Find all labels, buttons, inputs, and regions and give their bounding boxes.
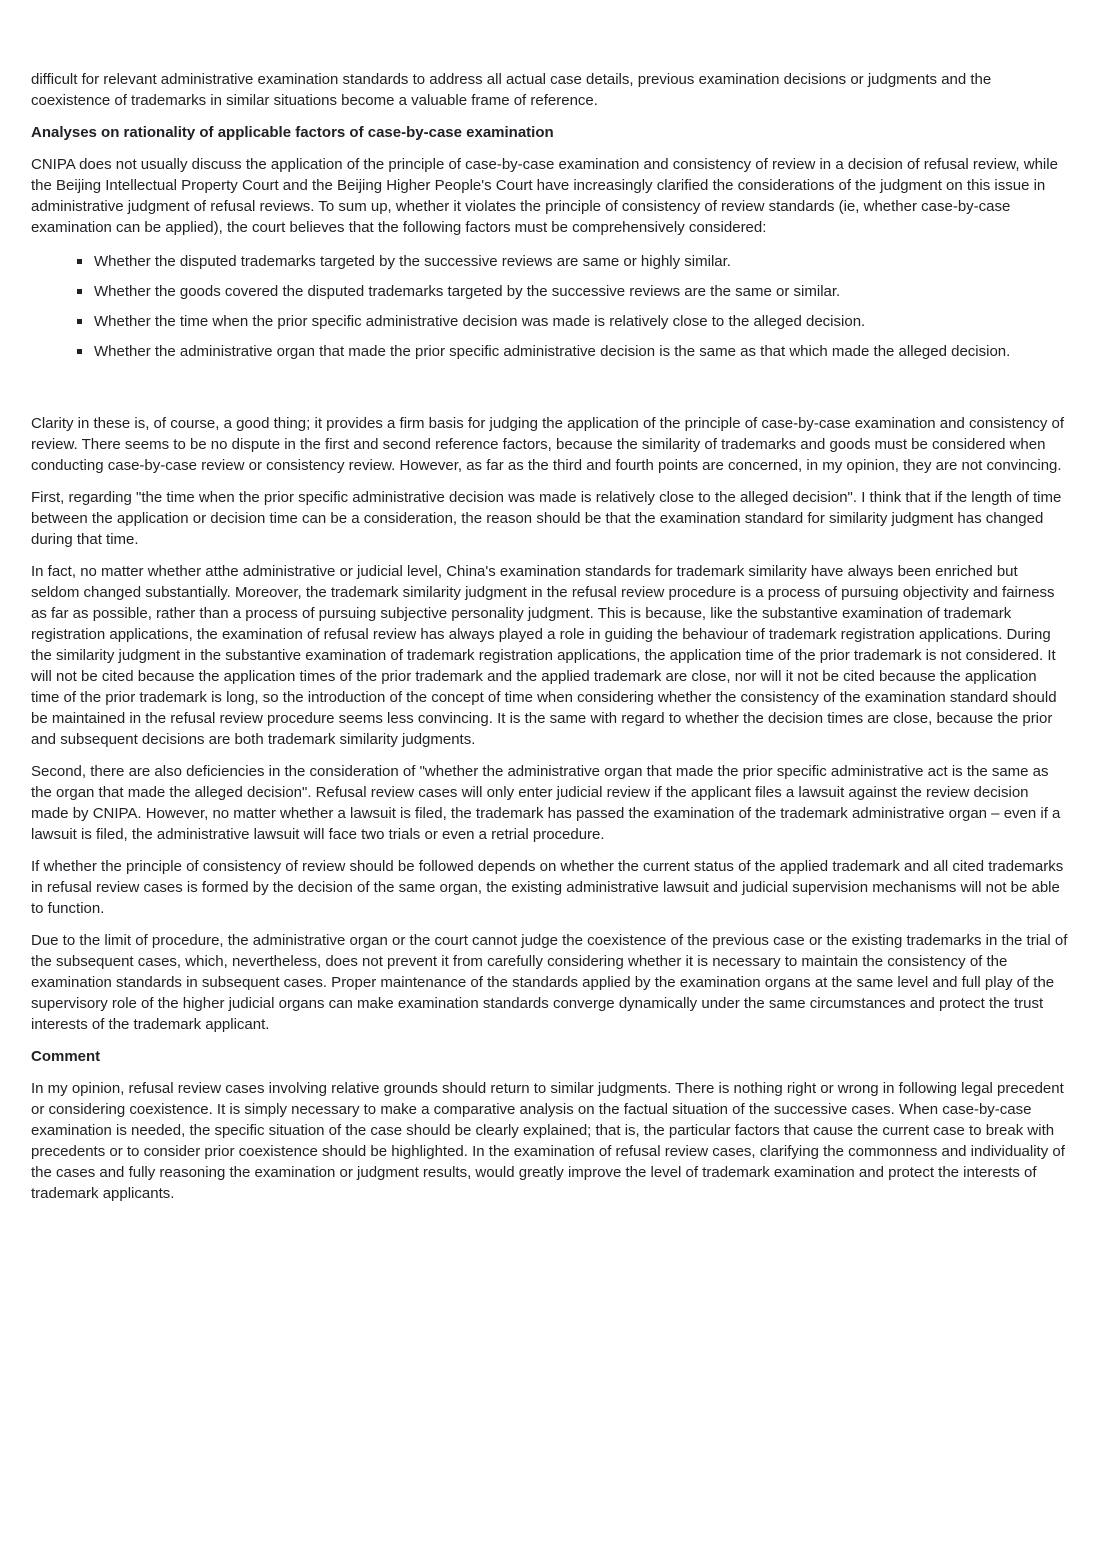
paragraph-clarity: Clarity in these is, of course, a good thing; it provides a firm basis for judging the application of the principle of case-by-case examination and consistency of review. There seems to be no dispute in the first and second reference factors, because the similarity of trademarks and goods must be considered when conducting case-by-case review or consistency review. However, as far as the third and fourth points are concerned, in my opinion, they are not convincing. [31,415,1065,474]
paragraph-second-point: Second, there are also deficiencies in the consideration of "whether the administrative organ that made the prior specific administrative act is the same as the organ that made the alleged decision". Refusal review cases will only enter judicial review if the applicant files a lawsuit against the review decision made by CNIPA. However, no matter whether a lawsuit is filed, the trademark has passed the examination of the trademark administrative organ – even if a lawsuit is filed, the administrative lawsuit will face two trials or even a retrial procedure. [31,763,1061,843]
section-heading-analyses: Analyses on rationality of applicable factors of case-by-case examination [31,124,554,141]
list-item-factor-3: Whether the time when the prior specific administrative decision was made is relatively close to the alleged decision. [77,309,1069,334]
paragraph-in-fact: In fact, no matter whether atthe administrative or judicial level, China's examination standards for trademark similarity have always been enriched but seldom changed substantially. Moreover, the trademark similarity judgment in the refusal review procedure is a process of pursuing objectivity and fairness as far as possible, rather than a process of pursuing subjective personality judgment. This is because, like the substantive examination of trademark registration applications, the examination of refusal review has always played a role in guiding the behaviour of trademark registration applications. During the similarity judgment in the substantive examination of trademark registration applications, the application time of the prior trademark is not considered. It will not be cited because the application times of the prior trademark and the applied trademark are close, nor will it not be cited because the application time of the prior trademark is long, so the introduction of the concept of time when considering whether the consistency of the examination standard should be maintained in the refusal review procedure seems less convincing. It is the same with regard to whether the decision times are close, because the prior and subsequent decisions are both trademark similarity judgments. [31,563,1057,748]
paragraph-opinion: In my opinion, refusal review cases involving relative grounds should return to similar judgments. There is nothing right or wrong in following legal precedent or considering coexistence. It is simply necessary to make a comparative analysis on the factual situation of the successive cases. When case-by-case examination is needed, the specific situation of the case should be clearly explained; that is, the particular factors that cause the current case to break with precedents or to consider prior coexistence should be highlighted. In the examination of refusal review cases, clarifying the commonness and individuality of the cases and fully reasoning the examination or judgment results, would greatly improve the level of trademark examination and protect the interests of trademark applicants. [31,1080,1065,1202]
factor-list [31,249,1069,364]
list-item-factor-2: Whether the goods covered the disputed trademarks targeted by the successive reviews are the same or similar. [77,279,1069,304]
paragraph-cnipa-consistency: CNIPA does not usually discuss the application of the principle of case-by-case examination and consistency of review in a decision of refusal review, while the Beijing Intellectual Property Court and the Beijing Higher People's Court have increasingly clarified the considerations of the judgment on this issue in administrative judgment of refusal reviews. To sum up, whether it violates the principle of consistency of review standards (ie, whether case-by-case examination can be applied), the court believes that the following factors must be comprehensively considered: [31,156,1058,236]
paragraph-due-to-limit: Due to the limit of procedure, the administrative organ or the court cannot judge the coexistence of the previous case or the existing trademarks in the trial of the subsequent cases, which, nevertheless, does not prevent it from carefully considering whether it is necessary to maintain the consistency of the examination standards in subsequent cases. Proper maintenance of the standards applied by the examination organs at the same level and full play of the supervisory role of the higher judicial organs can make examination standards converge dynamically under the same circumstances and protect the trust interests of the trademark applicant. [31,932,1068,1033]
list-item-factor-1: Whether the disputed trademarks targeted by the successive reviews are same or highly similar. [77,249,1069,274]
paragraph-intro-continuation: difficult for relevant administrative examination standards to address all actual case details, previous examination decisions or judgments and the coexistence of trademarks in similar situations become a valuable frame of reference. [31,71,992,109]
paragraph-first-point: First, regarding "the time when the prior specific administrative decision was made is relatively close to the alleged decision". I think that if the length of time between the application or decision time can be a consideration, the reason should be that the examination standard for similarity judgment has changed during that time. [31,489,1062,548]
paragraph-if-whether: If whether the principle of consistency of review should be followed depends on whether the current status of the applied trademark and all cited trademarks in refusal review cases is formed by the decision of the same organ, the existing administrative lawsuit and judicial supervision mechanisms will not be able to function. [31,858,1064,917]
list-item-factor-4: Whether the administrative organ that made the prior specific administrative decision is the same as that which made the alleged decision. [77,339,1069,364]
section-heading-comment: Comment [31,1048,101,1065]
